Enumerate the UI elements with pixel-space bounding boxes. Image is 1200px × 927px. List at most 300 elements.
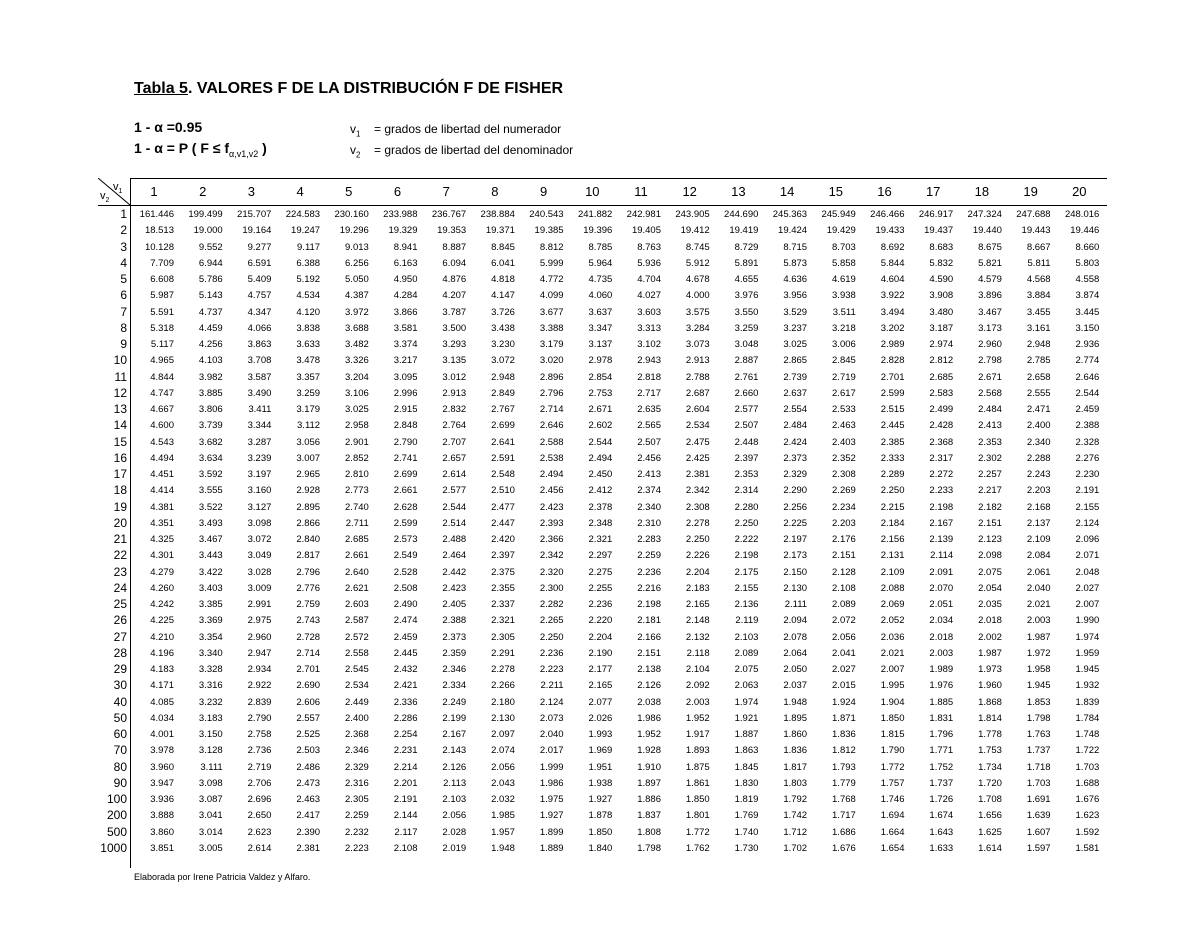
table-cell: 3.633: [296, 339, 321, 350]
table-cell: 2.965: [296, 469, 321, 480]
table-cell: 4.655: [734, 274, 759, 285]
table-cell: 2.849: [491, 387, 515, 399]
legend-symbol: v: [350, 122, 356, 136]
table-cell: 1.674: [929, 810, 954, 822]
table-cell: 19.405: [631, 225, 661, 237]
table-cell: 2.051: [929, 599, 954, 610]
table-cell: 5.143: [198, 290, 223, 302]
table-cell: 2.255: [588, 582, 613, 594]
table-cell: 3.682: [198, 436, 223, 448]
table-cell: 2.989: [880, 339, 905, 350]
table-cell: 19.424: [778, 225, 808, 237]
table-cell: 2.494: [588, 452, 613, 464]
table-cell: 2.901: [345, 436, 369, 448]
table-cell: 3.555: [198, 485, 223, 497]
table-cell: 2.373: [783, 452, 808, 464]
table-cell: 3.183: [198, 712, 223, 724]
table-cell: 236.767: [431, 209, 467, 220]
table-cell: 2.599: [393, 517, 418, 529]
table-cell: 1.868: [978, 696, 1002, 708]
table-cell: 2.577: [734, 404, 759, 415]
table-cell: 4.207: [442, 290, 467, 302]
table-cell: 2.832: [442, 404, 467, 415]
table-cell: 2.336: [393, 696, 418, 708]
table-cell: 4.600: [150, 420, 174, 432]
table-cell: 2.056: [442, 810, 467, 822]
table-cell: 1.836: [832, 729, 856, 740]
table-cell: 3.874: [1075, 290, 1100, 302]
table-cell: 19.371: [485, 225, 515, 237]
table-cell: 2.545: [345, 664, 369, 675]
table-cell: 2.231: [393, 745, 418, 757]
table-cell: 199.499: [188, 209, 223, 220]
column-header: 12: [682, 184, 697, 199]
table-cell: 2.587: [345, 615, 369, 627]
table-cell: 4.636: [783, 274, 808, 285]
table-cell: 2.215: [880, 501, 905, 513]
table-cell: 1.614: [978, 842, 1002, 854]
table-cell: 2.848: [393, 420, 418, 432]
table-cell: 2.378: [588, 501, 613, 513]
row-header: 200: [106, 808, 127, 823]
table-cell: 8.715: [783, 241, 808, 253]
table-cell: 245.949: [821, 209, 856, 220]
table-cell: 3.217: [393, 355, 418, 367]
table-cell: 2.798: [978, 355, 1002, 367]
table-cell: 2.943: [637, 355, 661, 367]
table-cell: 1.861: [685, 777, 710, 789]
table-cell: 19.385: [534, 225, 564, 237]
table-cell: 1.875: [685, 761, 710, 773]
table-cell: 19.396: [583, 225, 613, 237]
table-cell: 4.604: [880, 274, 905, 285]
table-cell: 2.488: [442, 534, 467, 545]
table-cell: 3.025: [345, 404, 369, 415]
table-cell: 1.737: [1026, 745, 1051, 757]
table-cell: 1.784: [1075, 712, 1100, 724]
table-cell: 2.155: [1075, 501, 1100, 513]
table-cell: 243.905: [675, 209, 710, 220]
table-cell: 2.143: [442, 745, 467, 757]
row-header: 50: [113, 710, 127, 725]
table-cell: 3.922: [880, 290, 905, 302]
table-cell: 4.242: [150, 599, 174, 610]
table-cell: 2.078: [783, 631, 808, 643]
table-cell: 6.163: [393, 257, 418, 269]
table-cell: 2.996: [393, 387, 418, 399]
table-cell: 2.761: [734, 371, 759, 383]
table-cell: 3.522: [198, 501, 223, 513]
table-cell: 2.184: [880, 517, 905, 529]
table-cell: 3.111: [200, 761, 223, 773]
table-cell: 3.259: [296, 387, 321, 399]
table-cell: 2.139: [929, 534, 954, 545]
table-cell: 2.714: [539, 404, 564, 415]
table-cell: 8.675: [978, 241, 1002, 253]
table-cell: 5.858: [832, 257, 856, 269]
column-header: 15: [828, 184, 844, 199]
table-cell: 3.218: [832, 322, 856, 334]
table-cell: 3.860: [150, 826, 174, 838]
table-cell: 19.419: [729, 225, 759, 237]
table-cell: 2.272: [929, 469, 954, 480]
table-cell: 2.759: [296, 599, 321, 610]
table-cell: 4.414: [150, 485, 174, 497]
table-cell: 3.976: [734, 290, 759, 302]
table-cell: 2.948: [491, 371, 515, 383]
row-header: 500: [106, 824, 127, 839]
table-cell: 1.801: [685, 810, 710, 822]
table-cell: 1.895: [783, 712, 808, 724]
table-cell: 2.785: [1026, 355, 1051, 367]
table-cell: 1.989: [929, 664, 954, 675]
table-cell: 3.128: [198, 745, 223, 757]
table-cell: 3.438: [491, 322, 515, 334]
table-cell: 3.102: [637, 339, 661, 350]
table-cell: 10.128: [144, 241, 174, 253]
table-cell: 2.151: [832, 550, 856, 562]
table-cell: 2.817: [296, 550, 321, 562]
table-cell: 2.420: [491, 534, 515, 545]
table-cell: 2.424: [783, 436, 808, 448]
table-cell: 2.321: [491, 615, 515, 627]
table-cell: 1.910: [637, 761, 661, 773]
table-cell: 2.155: [734, 582, 759, 594]
table-cell: 2.425: [685, 452, 710, 464]
table-cell: 2.182: [978, 501, 1002, 513]
table-cell: 2.428: [929, 420, 954, 432]
table-cell: 2.220: [588, 615, 613, 627]
table-cell: 2.329: [783, 469, 808, 480]
table-number: Tabla 5: [134, 80, 188, 97]
table-cell: 2.314: [734, 485, 759, 497]
table-cell: 4.494: [150, 452, 174, 464]
table-cell: 2.934: [247, 664, 272, 675]
table-cell: 2.456: [539, 485, 564, 497]
table-cell: 2.623: [247, 826, 272, 838]
table-cell: 2.034: [929, 615, 954, 627]
table-cell: 2.203: [832, 517, 856, 529]
table-cell: 9.277: [247, 241, 272, 253]
table-cell: 4.772: [539, 274, 564, 285]
table-cell: 2.259: [637, 550, 661, 562]
table-cell: 4.183: [150, 664, 174, 675]
table-cell: 3.575: [685, 306, 710, 318]
table-cell: 2.054: [978, 582, 1002, 594]
table-cell: 4.260: [150, 582, 174, 594]
table-cell: 2.573: [393, 534, 418, 545]
table-cell: 2.577: [442, 485, 467, 497]
table-cell: 2.774: [1075, 355, 1100, 367]
table-cell: 4.196: [150, 647, 174, 659]
table-cell: 2.960: [978, 339, 1002, 350]
table-cell: 1.993: [588, 729, 613, 740]
table-cell: 2.687: [685, 387, 710, 399]
table-cell: 1.808: [637, 826, 661, 838]
table-cell: 2.028: [442, 826, 467, 838]
table-cell: 1.686: [832, 826, 856, 838]
table-cell: 8.667: [1026, 241, 1051, 253]
row-header: 18: [113, 483, 127, 498]
table-cell: 3.112: [297, 420, 321, 432]
table-cell: 2.316: [345, 777, 369, 789]
table-cell: 2.463: [832, 420, 856, 432]
table-cell: 2.397: [491, 550, 515, 562]
table-cell: 2.111: [784, 599, 808, 610]
table-cell: 2.180: [491, 696, 515, 708]
row-header: 5: [120, 272, 127, 286]
table-cell: 2.230: [1075, 469, 1100, 480]
table-cell: 1.952: [685, 712, 710, 724]
table-cell: 2.400: [345, 712, 369, 724]
table-cell: 2.741: [393, 452, 418, 464]
table-cell: 248.016: [1064, 209, 1100, 220]
table-cell: 2.181: [637, 615, 661, 627]
table-cell: 2.728: [296, 631, 321, 643]
table-cell: 4.590: [929, 274, 954, 285]
column-header: 3: [247, 184, 255, 199]
corner-v2-symbol: v: [100, 190, 106, 202]
table-cell: 2.286: [393, 712, 418, 724]
table-cell: 3.204: [345, 371, 369, 383]
table-cell: 2.947: [247, 647, 272, 659]
table-cell: 2.588: [539, 436, 564, 448]
table-cell: 6.944: [198, 257, 223, 269]
table-cell: 1.840: [588, 842, 613, 854]
table-cell: 2.812: [929, 355, 954, 367]
table-cell: 3.956: [783, 290, 808, 302]
table-cell: 3.726: [491, 306, 515, 318]
table-cell: 2.040: [1026, 582, 1051, 594]
table-cell: 4.256: [198, 339, 223, 350]
table-cell: 2.486: [296, 761, 321, 773]
corner-v2-subscript: 2: [105, 197, 110, 205]
table-cell: 19.412: [680, 225, 710, 237]
table-cell: 5.936: [637, 257, 661, 269]
column-header: 5: [345, 184, 353, 199]
table-cell: 2.828: [880, 355, 905, 367]
table-cell: 2.097: [491, 729, 515, 740]
table-cell: 1.798: [1026, 712, 1051, 724]
table-cell: 4.001: [150, 729, 174, 740]
table-cell: 1.691: [1026, 794, 1051, 805]
table-cell: 2.606: [296, 696, 321, 708]
table-cell: 2.021: [1026, 599, 1051, 610]
table-cell: 3.150: [198, 729, 223, 740]
table-cell: 3.014: [198, 826, 223, 838]
table-cell: 2.198: [637, 599, 661, 610]
table-cell: 1.625: [978, 826, 1002, 838]
table-cell: 2.515: [880, 404, 905, 415]
table-cell: 2.036: [880, 631, 905, 643]
table-cell: 2.764: [442, 420, 467, 432]
table-cell: 5.409: [247, 274, 272, 285]
table-cell: 2.484: [783, 420, 808, 432]
row-header: 14: [113, 418, 127, 433]
table-cell: 4.060: [588, 290, 613, 302]
table-cell: 2.887: [734, 355, 759, 367]
table-cell: 2.568: [978, 387, 1002, 399]
table-cell: 2.165: [685, 599, 710, 610]
row-header: 13: [113, 402, 127, 416]
table-cell: 2.696: [247, 794, 272, 805]
table-cell: 2.839: [247, 696, 272, 708]
table-cell: 5.786: [198, 274, 223, 285]
table-cell: 2.353: [978, 436, 1002, 448]
table-cell: 2.913: [685, 355, 710, 367]
table-cell: 3.048: [734, 339, 759, 350]
table-cell: 5.117: [150, 339, 174, 350]
table-cell: 4.950: [393, 274, 418, 285]
table-cell: 2.699: [393, 469, 418, 480]
table-cell: 3.374: [393, 339, 418, 350]
row-header: 11: [114, 369, 127, 384]
table-cell: 6.591: [247, 257, 272, 269]
table-cell: 2.289: [880, 469, 905, 480]
table-cell: 2.810: [345, 469, 369, 480]
table-cell: 4.568: [1026, 274, 1051, 285]
table-cell: 2.280: [734, 501, 759, 513]
row-header: 1: [120, 207, 127, 221]
table-cell: 2.346: [442, 664, 467, 675]
table-cell: 2.685: [345, 534, 369, 545]
table-cell: 2.599: [880, 387, 905, 399]
table-cell: 2.591: [491, 452, 515, 464]
table-cell: 1.830: [734, 777, 759, 789]
table-cell: 2.538: [539, 452, 564, 464]
table-cell: 1.893: [685, 745, 710, 757]
table-cell: 2.265: [539, 615, 564, 627]
table-cell: 3.313: [637, 322, 661, 334]
table-cell: 1.921: [734, 712, 759, 724]
table-cell: 2.895: [296, 501, 321, 513]
table-cell: 1.976: [929, 680, 954, 692]
column-header: 7: [442, 184, 450, 199]
table-cell: 2.075: [978, 566, 1002, 578]
table-cell: 2.233: [929, 485, 954, 497]
table-cell: 3.072: [247, 534, 272, 545]
table-cell: 2.866: [296, 517, 321, 529]
table-cell: 1.757: [880, 777, 905, 789]
table-cell: 2.191: [393, 794, 418, 805]
table-cell: 3.938: [832, 290, 856, 302]
table-cell: 2.075: [734, 664, 759, 675]
table-cell: 3.106: [345, 387, 369, 399]
table-cell: 1.607: [1026, 826, 1051, 838]
table-cell: 2.776: [296, 582, 321, 594]
table-cell: 3.478: [296, 355, 321, 367]
table-cell: 3.369: [198, 615, 223, 627]
table-cell: 2.094: [783, 615, 808, 627]
table-cell: 3.500: [442, 322, 467, 334]
table-cell: 2.788: [685, 371, 710, 383]
table-cell: 3.328: [198, 664, 223, 675]
table-cell: 5.192: [296, 274, 321, 285]
legend-symbol: v: [350, 143, 356, 157]
legend-numerator: [350, 122, 561, 138]
table-cell: 2.657: [442, 452, 467, 464]
table-cell: 2.840: [296, 534, 321, 545]
column-header: 16: [877, 184, 892, 199]
table-cell: 242.981: [626, 209, 661, 220]
table-cell: 2.558: [345, 647, 369, 659]
table-cell: 4.451: [150, 469, 174, 480]
table-cell: 2.534: [345, 680, 369, 692]
table-cell: 1.581: [1075, 842, 1100, 854]
table-cell: 4.459: [198, 322, 223, 334]
table-cell: 1.974: [1075, 631, 1100, 643]
table-cell: 5.821: [978, 257, 1002, 269]
table-cell: 2.124: [1075, 517, 1100, 529]
table-cell: 1.863: [734, 745, 759, 757]
row-header: 60: [113, 727, 127, 741]
table-cell: 2.740: [345, 501, 369, 513]
table-cell: 2.052: [880, 615, 905, 627]
row-header: 22: [113, 548, 127, 563]
table-cell: 2.165: [588, 680, 613, 692]
table-cell: 2.167: [442, 729, 467, 740]
table-cell: 2.852: [345, 452, 369, 464]
table-cell: 1.887: [734, 729, 759, 740]
table-cell: 2.328: [1075, 436, 1100, 448]
table-cell: 2.583: [929, 387, 954, 399]
table-cell: 2.342: [685, 485, 710, 497]
table-cell: 3.550: [734, 306, 759, 318]
table-cell: 2.743: [296, 615, 321, 627]
table-cell: 3.493: [198, 517, 223, 529]
table-cell: 2.072: [832, 615, 856, 627]
table-cell: 2.126: [442, 761, 467, 773]
table-cell: 1.932: [1075, 680, 1100, 692]
table-cell: 2.554: [783, 404, 808, 415]
table-cell: 2.603: [345, 599, 369, 610]
table-cell: 2.035: [978, 599, 1002, 610]
table-cell: 4.325: [150, 534, 174, 545]
table-cell: 1.889: [539, 842, 564, 854]
table-cell: 2.074: [491, 745, 515, 757]
table-cell: 1.945: [1026, 680, 1051, 692]
table-cell: 1.985: [491, 810, 515, 822]
table-cell: 2.565: [637, 420, 661, 432]
table-cell: 2.621: [345, 582, 369, 594]
table-cell: 3.179: [296, 404, 321, 415]
row-header: 20: [113, 515, 127, 530]
table-cell: 2.503: [296, 745, 321, 757]
table-cell: 3.896: [978, 290, 1002, 302]
column-header: 4: [296, 184, 304, 199]
table-cell: 2.234: [832, 501, 856, 513]
table-cell: 2.317: [929, 452, 954, 464]
table-cell: 2.275: [588, 566, 613, 578]
table-cell: 2.131: [880, 550, 905, 562]
table-cell: 3.445: [1075, 306, 1100, 318]
row-header: 10: [113, 353, 127, 368]
table-cell: 233.988: [383, 209, 418, 220]
table-cell: 1.656: [978, 810, 1002, 822]
table-cell: 2.007: [1075, 599, 1100, 610]
table-cell: 4.387: [345, 290, 369, 302]
table-cell: 3.284: [685, 322, 710, 334]
table-cell: 19.446: [1070, 225, 1100, 237]
table-cell: 4.737: [198, 306, 223, 318]
table-cell: 4.735: [588, 274, 613, 285]
table-cell: 2.719: [832, 371, 856, 383]
table-cell: 3.137: [588, 339, 613, 350]
table-cell: 2.226: [685, 550, 710, 562]
table-cell: 2.397: [734, 452, 759, 464]
table-cell: 3.135: [442, 355, 467, 367]
table-cell: 2.223: [539, 664, 564, 675]
